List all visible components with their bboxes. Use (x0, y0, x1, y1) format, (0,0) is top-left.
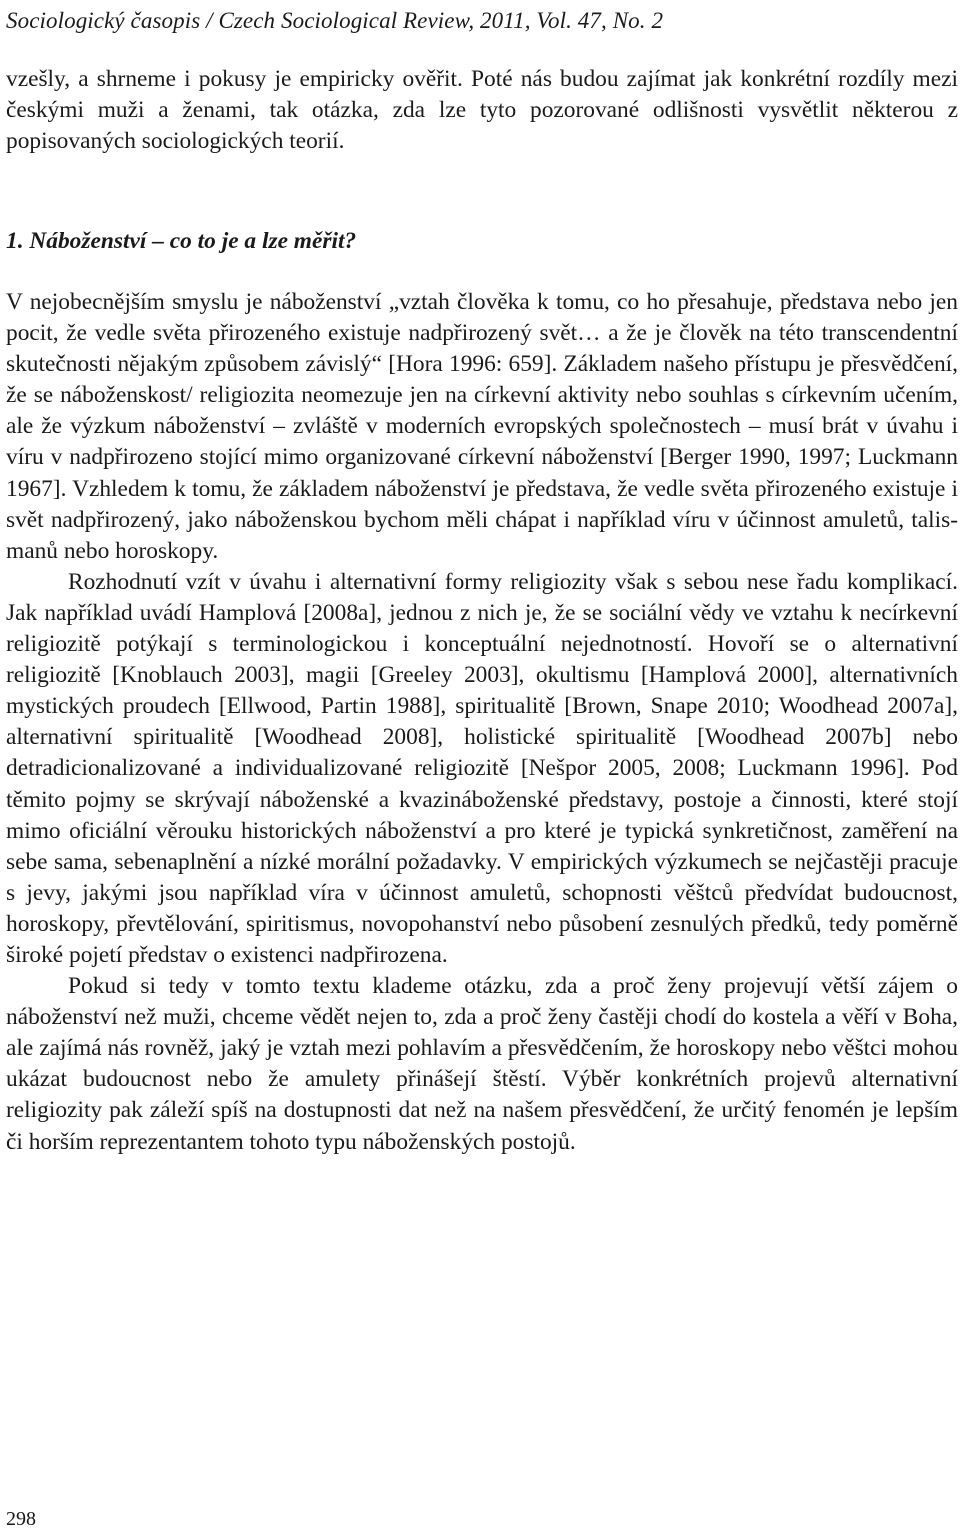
page-number: 298 (6, 1508, 36, 1530)
paragraph: Pokud si tedy v tomto textu klademe otázku, zda a proč ženy projevují větší zájem o náboženství než muži, chceme vědět nejen to, zda a proč ženy častěji chodí do kostela a věří v Boha, ale zajímá nás rovněž, jaký je vztah mezi pohlavím a přesvědčením, že horoskopy nebo věštci mohou ukázat budoucnost nebo že amulety přinášejí štěstí. Výběr konkrétních projevů alternativní religiozity pak záleží spíš na dostupnosti dat než na našem přesvědčení, že určitý fenomén je lepším či horším reprezentantem tohoto typu náboženských postojů. (6, 973, 958, 1155)
running-header: Sociologický časopis / Czech Sociological Review, 2011, Vol. 47, No. 2 (6, 8, 664, 33)
intro-paragraph: vzešly, a shrneme i pokusy je empiricky ověřit. Poté nás budou zajímat jak konkrétní rozdíly mezi českými muži a ženami, tak otázka, zda lze tyto pozorované odlišnosti vysvětlit některou z popisovaných sociologických teorií. (6, 66, 958, 155)
intro-text (6, 64, 958, 157)
section-heading: 1. Náboženství – co to je a lze měřit? (6, 228, 357, 254)
paragraph: Rozhodnutí vzít v úvahu i alternativní formy religiozity však s sebou nese řadu komplikací. Jak například uvádí Hamplová [2008a], jednou z nich je, že se sociální vědy ve vztahu k necírkevní religiozitě potýkají s terminologickou i konceptuální nejednotností. Hovoří se o alternativní religiozitě [Knoblauch 2003], magii [Greeley 2003], okultismu [Hamplová 2000], alternativních mystických proudech [Ellwood, Partin 1988], spiritualitě [Brown, Snape 2010; Woodhead 2007a], alternativní spiritualitě [Woodhead 2008], holistické spiritualitě [Woodhead 2007b] nebo detradicionalizované a individualizované religiozitě [Nešpor 2005, 2008; Luckmann 1996]. Pod těmito pojmy se skrývají náboženské a kvazináboženské představy, postoje a činnosti, které stojí mimo oficiální věrouku historických náboženství a pro které je typická synkretičnost, zaměření na sebe sama, sebenaplnění a nízké morální požadavky. V empirických výzkumech se nejčastěji pracuje s jevy, jakými jsou například víra v účinnost amuletů, schopnosti věštců předvídat budoucnost, horoskopy, převtělování, spiritismus, novopohanství nebo působení zesnulých předků, tedy poměrně široké pojetí představ o existenci nadpřirozena. (6, 568, 958, 968)
paragraph: V nejobecnějším smyslu je náboženství „vztah člověka k tomu, co ho přesahuje, představa nebo jen pocit, že vedle světa přirozeného existuje nadpřirozený svět… a že je člověk na této transcendentní skutečnosti nějakým způsobem závislý“ [Hora 1996: 659]. Základem našeho přístupu je přesvědčení, že se náboženskost/ religiozita neomezuje jen na církevní aktivity nebo souhlas s církevním učením, ale že výzkum náboženství – zvláště v moderních evropských společnostech – musí brát v úvahu i víru v nadpřirozeno stojící mimo organizované církevní náboženství [Berger 1990, 1997; Luckmann 1967]. Vzhledem k tomu, že základem náboženství je představa, že vedle světa přirozeného existuje i svět nadpřirozený, jako náboženskou bychom měli chápat i například víru v účinnost amuletů, talismanů nebo horoskopy. (6, 289, 958, 564)
page (6, 0, 958, 1538)
section-body (6, 287, 958, 1158)
